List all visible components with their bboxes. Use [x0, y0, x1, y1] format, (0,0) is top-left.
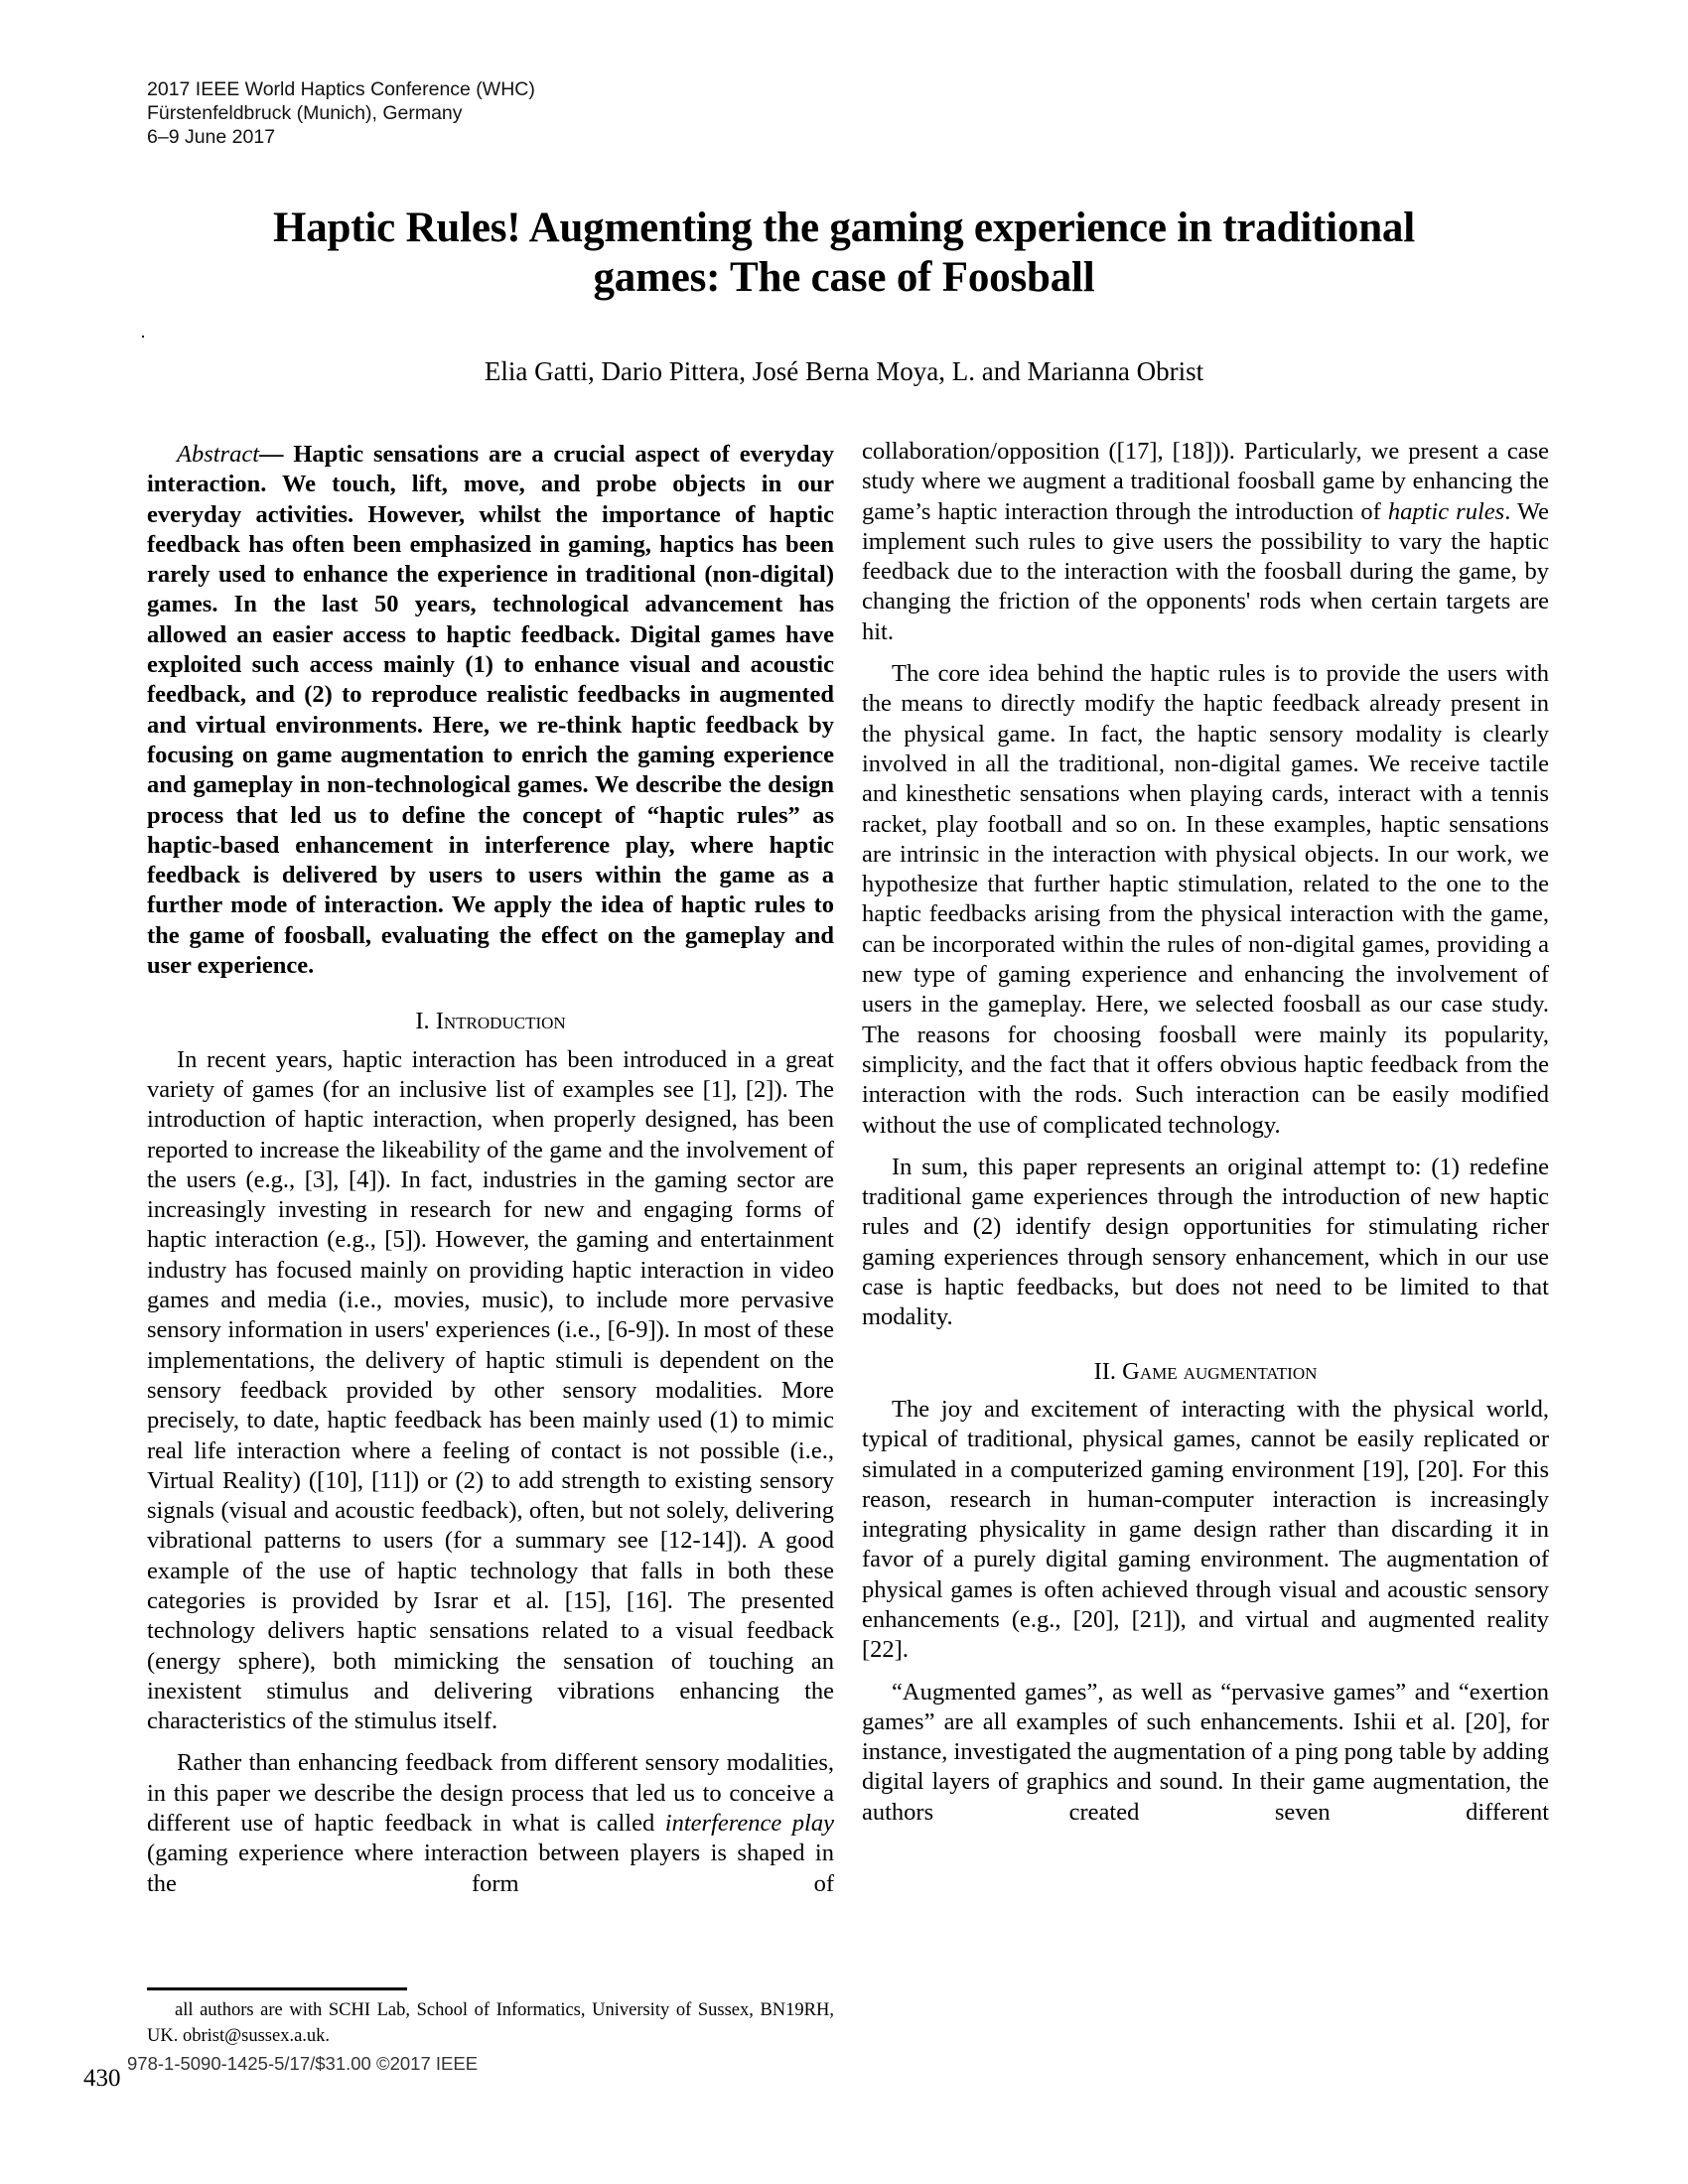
intro-paragraph-3: The core idea behind the haptic rules is to provide the users with the means to directly modify the haptic feedback already present in the physical game. In fact, the haptic sensory modality is clearly involved in all the traditional, non-digital games. We receive tactile and kinesthetic sensations when playing cards, interact with a tennis racket, play football and so on. In these examples, haptic sensations are intrinsic in the interaction with physical objects. In our work, we hypothesize that further haptic stimulation, related to the one to the haptic feedbacks arising from the physical interaction with the game, can be incorporated within the rules of non-digital games, providing a new type of gaming experience and enhancing the involvement of users in the gameplay. Here, we selected foosball as our case study. The reasons for choosing foosball were mainly its popularity, simplicity, and the fact that it offers obvious haptic feedback from the interaction with the rods. Such interaction can be easily modified without the use of complicated technology. [862, 660, 1549, 1139]
conference-location: Fürstenfeldbruck (Munich), Germany [147, 102, 463, 124]
game-augmentation-paragraph-2: “Augmented games”, as well as “pervasive games” and “exertion games” are all examples of such enhancements. Ishii et al. [20], for instance, investigated the augmentation of a ping pong table by adding digital layers of graphics and sound. In their game augmentation, the authors created seven different [862, 1678, 1549, 1826]
intro-paragraph-4: In sum, this paper represents an original attempt to: (1) redefine traditional game experiences through the introduction of new haptic rules and (2) identify design opportunities for stimulating richer gaming experiences through sensory enhancement, which in our use case is haptic feedbacks, but does not need to be limited to that modality. [862, 1153, 1549, 1331]
intro-p2-text-b: (gaming experience where interaction between players is shaped in the form of [147, 1840, 834, 1897]
right-column [862, 437, 1549, 1840]
conference-dates: 6–9 June 2017 [147, 126, 276, 148]
intro-p2-emphasis: interference play [664, 1810, 834, 1838]
conference-name: 2017 IEEE World Haptics Conference (WHC) [147, 78, 535, 100]
copyright-notice: 978-1-5090-1425-5/17/$31.00 ©2017 IEEE [127, 2053, 479, 2074]
footnote-divider [147, 1987, 407, 1990]
page-number: 430 [83, 2065, 121, 2092]
section-heading-game-augmentation: II. Game augmentation [1093, 1357, 1318, 1385]
paper-title [149, 204, 1539, 303]
author-list: Elia Gatti, Dario Pittera, José Berna Moya, L. and Marianna Obrist [484, 356, 1204, 386]
intro-paragraph-1: In recent years, haptic interaction has been introduced in a great variety of games (for an inclusive list of examples see [1], [2]). The introduction of haptic interaction, when properly designed, has been reported to increase the likeability of the game and the involvement of the users (e.g., [3], [4]). In fact, industries in the gaming sector are increasingly investing in research for new and engaging forms of haptic interaction (e.g., [5]). However, the gaming and entertainment industry has focused mainly on providing haptic interaction in video games and media (i.e., movies, music), to include more pervasive sensory information in users' experiences (i.e., [6-9]). In most of these implementations, the delivery of haptic stimuli is dependent on the sensory feedback provided by other sensory modalities. More precisely, to date, haptic feedback has been mainly used (1) to mimic real life interaction where a feeling of contact is not possible (i.e., Virtual Reality) ([10], [11]) or (2) to add strength to existing sensory signals (visual and acoustic feedback), often, but not solely, delivering vibrational patterns to users (for a summary see [12-14]). A good example of the use of haptic technology that falls in both these categories is provided by Israr et al. [15], [16]. The presented technology delivers haptic sensations related to a visual feedback (energy sphere), both mimicking the sensation of touching an inexistent stimulus and delivering vibrations enhancing the characteristics of the stimulus itself. [147, 1045, 834, 1735]
section-heading-introduction: I. Introduction [415, 1008, 566, 1035]
conference-header [147, 77, 535, 149]
intro-p3-text-a: collaboration/opposition ([17], [18])). Particularly, we present a case study where we augment a traditional foosball game by enhancing the game’s haptic interaction through the introduction of [862, 438, 1549, 525]
abstract [147, 440, 834, 981]
abstract-dash: — [259, 441, 284, 468]
stray-dot [142, 336, 144, 338]
abstract-text: Haptic sensations are a crucial aspect of everyday interaction. We touch, lift, move, and probe objects in our everyday activities. However, whilst the importance of haptic feedback has often been emphasized in gaming, haptics has been rarely used to enhance the experience in traditional (non-digital) games. In the last 50 years, technological advancement has allowed an easier access to haptic feedback. Digital games have exploited such access mainly (1) to enhance visual and acoustic feedback, and (2) to reproduce realistic feedbacks in augmented and virtual environments. Here, we re-think haptic feedback by focusing on game augmentation to enrich the gaming experience and gameplay in non-technological games. We describe the design process that led us to define the concept of “haptic rules” as haptic-based enhancement in interference play, where haptic feedback is delivered by users to users within the game as a further mode of interaction. We apply the idea of haptic rules to the game of foosball, evaluating the effect on the gameplay and user experience. [147, 441, 834, 980]
left-column [147, 440, 834, 1911]
abstract-label: Abstract [177, 441, 260, 468]
intro-paragraph-2 [147, 1748, 834, 1898]
game-augmentation-paragraph-1: The joy and excitement of interacting with the physical world, typical of traditional, physical games, cannot be easily replicated or simulated in a computerized gaming environment [19], [20]. For this reason, research in human-computer interaction is increasingly integrating physicality in game design rather than discarding it in favor of a purely digital gaming environment. The augmentation of physical games is often achieved through visual and acoustic sensory enhancements (e.g., [20], [21]), and virtual and augmented reality [22]. [862, 1395, 1549, 1664]
paper-title-line-1: Haptic Rules! Augmenting the gaming experience in traditional [273, 205, 1415, 251]
intro-p2-text-a: Rather than enhancing feedback from different sensory modalities, in this paper we describe the design process that led us to conceive a different use of haptic feedback in what is called [147, 1749, 834, 1838]
intro-p3-emphasis: haptic rules [1387, 497, 1505, 525]
intro-paragraph-2-continued [862, 437, 1549, 647]
paper-title-line-2: games: The case of Foosball [593, 254, 1095, 301]
intro-p3-text-b: . We implement such rules to give users the possibility to vary the haptic feedback due to the interaction with the foosball during the game, by changing the friction of the opponents' rods when certain targets are hit. [862, 497, 1549, 645]
author-affiliation-footnote: all authors are with SCHI Lab, School of Informatics, University of Sussex, BN19RH, UK. obrist@sussex.a.uk. [147, 2000, 834, 2046]
